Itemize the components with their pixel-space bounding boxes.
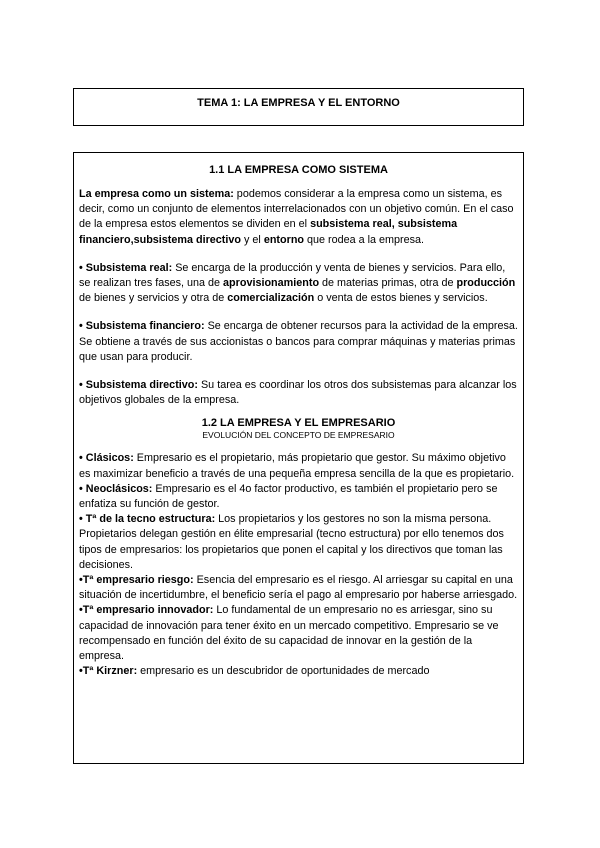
paragraph-subsistema-directivo [79, 378, 518, 408]
list-item-empresario-innovador [79, 603, 518, 664]
list-item-neoclasicos [79, 482, 518, 512]
text: Esencia del empresario es el riesgo. Al arriesgar su capital en una situación de incertidumbre, el beneficio sería el pago al empresario por haberse arriesgado. [79, 574, 518, 602]
text: Empresario es el 4o factor productivo, es también el propietario pero se enfatiza su función de gestor. [79, 482, 498, 511]
term: • Clásicos: [79, 452, 134, 465]
content-box [73, 152, 524, 764]
text: Se encarga de obtener recursos para la actividad de la empresa. Se obtiene a través de sus accionistas o bancos para comprar máquinas y materias primas que usan para producir. [79, 320, 518, 363]
page-title: TEMA 1: LA EMPRESA Y EL ENTORNO [197, 97, 400, 109]
term: •Tª empresario innovador: [79, 604, 214, 617]
section-1-heading: 1.1 LA EMPRESA COMO SISTEMA [209, 164, 388, 176]
text: Se encarga de la producción y venta de bienes y servicios. Para ello, se realizan tres fases, una de [79, 261, 506, 290]
text: y el [241, 233, 264, 246]
section-2-heading: 1.2 LA EMPRESA Y EL EMPRESARIO [201, 417, 396, 430]
list-item-clasicos [79, 451, 518, 481]
paragraph-subsistema-real [79, 261, 518, 307]
paragraph-empresa-sistema [79, 187, 518, 248]
term: • Subsistema financiero: [79, 320, 205, 333]
text: de bienes y servicios y otra de [79, 292, 228, 305]
term: • Tª de la tecno estructura: [79, 513, 216, 526]
list-item-tecno-estructura [79, 512, 518, 573]
term: • Subsistema directivo: [79, 379, 198, 392]
term: • Neoclásicos: [79, 482, 153, 495]
text: o venta de estos bienes y servicios. [314, 292, 488, 305]
text: que rodea a la empresa. [304, 233, 425, 246]
term: producción [456, 277, 516, 290]
text: Su tarea es coordinar los otros dos subsistemas para alcanzar los objetivos globales de la empresa. [79, 379, 517, 407]
text: Lo fundamental de un empresario no es arriesgar, sino su capacidad de innovación para tener éxito en un mercado competitivo. Empresario se ve recompensado en función del éxito de su capacidad de innovar en la gestión de la empresa. [79, 604, 499, 663]
text: podemos considerar a la empresa como un sistema, es decir, como un conjunto de elementos interrelacionados con un objetivo común. En el caso de la empresa estos elementos se dividen en el [79, 188, 514, 231]
text: empresario es un descubridor de oportunidades de mercado [137, 665, 430, 678]
list-item-kirzner [79, 664, 518, 679]
term: subsistema real, subsistema financiero,subsistema directivo [79, 218, 458, 246]
section-2-subheading: EVOLUCIÓN DEL CONCEPTO DE EMPRESARIO [202, 430, 395, 441]
term: • Subsistema real: [79, 261, 173, 274]
term: comercialización [227, 292, 315, 305]
term: •Tª Kirzner: [79, 665, 138, 678]
text: de materias primas, otra de [319, 277, 457, 290]
term: aprovisionamiento [223, 277, 320, 290]
text: Empresario es el propietario, más propietario que gestor. Su máximo objetivo es maximizar beneficio a través de una pequeña empresa sencilla de la que es propietario. [79, 452, 515, 480]
title-box [73, 88, 524, 126]
term: •Tª empresario riesgo: [79, 574, 194, 587]
text: Los propietarios y los gestores no son la misma persona. Propietarios delegan gestión en élite empresarial (tecno estructura) por ello tenemos dos tipos de empresarios: los propietarios que ponen el capital y los directivos que toman las decisiones. [79, 513, 504, 571]
term: La empresa como un sistema: [79, 188, 234, 200]
paragraph-subsistema-financiero [79, 319, 518, 365]
term: entorno [263, 233, 305, 246]
list-item-empresario-riesgo [79, 573, 518, 603]
